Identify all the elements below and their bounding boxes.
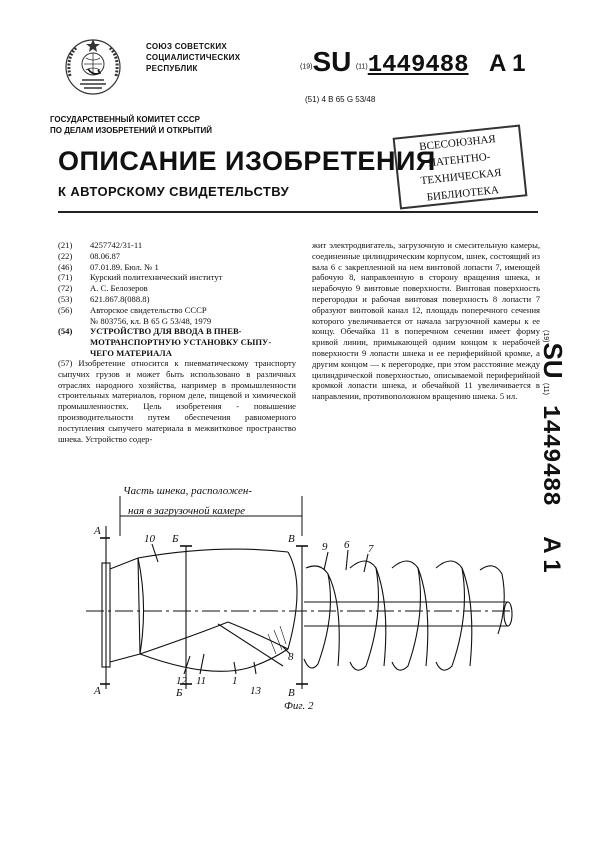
section-label-v-bottom: В xyxy=(288,687,295,699)
country-code: SU xyxy=(312,46,352,77)
figure-2-screw-drawing xyxy=(78,484,538,714)
org-line: СОЦИАЛИСТИЧЕСКИХ xyxy=(146,53,241,62)
biblio-row: (56) Авторское свидетельство СССР xyxy=(58,304,207,315)
ref-label-1: 1 xyxy=(232,675,238,687)
ref-label-7: 7 xyxy=(368,543,374,555)
stamp-line: ВСЕСОЮЗНАЯ xyxy=(418,133,497,154)
header-divider xyxy=(58,211,538,213)
invention-title-row: МОТРАНСПОРТНУЮ УСТАНОВКУ СЫПУ- xyxy=(90,337,272,348)
biblio-row: № 803756, кл. B 65 G 53/48, 1979 xyxy=(90,315,212,326)
code-19: (19) xyxy=(300,63,313,71)
abstract-text: Изобретение относится к пневматическому транспорту сыпучих грузов и может быть использовано в различных отраслях народного хозяйства, например в промышленности строительных материалов, горном деле, пищевой и химической промышленностях. Цель изобретения - повышение производительности путем обеспечения равномерного поступления сыпучего материала в межвитковое пространство шнека. Устройство содер- xyxy=(58,358,296,444)
abstract-code: (57) xyxy=(58,358,73,368)
brace-text-1: Часть шнека, расположен- xyxy=(123,485,253,497)
gov-line: ПО ДЕЛАМ ИЗОБРЕТЕНИЙ И ОТКРЫТИЙ xyxy=(50,126,213,135)
ref-label-13: 13 xyxy=(250,685,261,697)
ref-label-12: 12 xyxy=(176,675,187,687)
code-11: (11) xyxy=(355,63,368,71)
biblio-row: (46) 07.01.89. Бюл. № 1 xyxy=(58,261,159,272)
org-line: СОЮЗ СОВЕТСКИХ xyxy=(146,42,228,51)
section-label-b-top: Б xyxy=(172,533,179,545)
ref-label-9: 9 xyxy=(322,541,328,553)
abstract-continuation: жит электродвигатель, загрузочную и смесительную камеры, соединенные цилиндрическим корпусом, шнек, состоящий из вала 6 с закрепленной на нем винтовой лопасти 7, имеющей рабочую 8, направленную в сторону вращения шнека, и нерабочую 9 винтовые поверхности. Винтовая поверхность перегородки и рабочая винтовая поверхность 8 лопасти 7 образуют винтовой канал 12, площадь поперечного сечения которого увеличивается от начала загрузочной камеры к ее концу. Обечайка 11 в поперечном сечении имеет форму кривой линии, примыкающей одним концом к нерабочей поверхности 9 лопасти шнека и ее периферийной кромке, а другим концом — к перегородке, при этом расстояние между цилиндрической поверхностью, описываемой периферийной кромкой лопасти шнека, и обечайкой 11 увеличивается в направлении, противоположном вращению шнека. 5 ил. xyxy=(312,240,540,402)
ipc-code: B 65 G 53/48 xyxy=(328,95,376,104)
ipc-prefix: (51) 4 xyxy=(305,95,326,104)
document-subtitle: К АВТОРСКОМУ СВИДЕТЕЛЬСТВУ xyxy=(58,184,290,199)
ref-label-11: 11 xyxy=(196,675,207,687)
org-line: РЕСПУБЛИК xyxy=(146,64,198,73)
ref-label-8: 8 xyxy=(288,651,294,663)
stamp-line: БИБЛИОТЕКА xyxy=(426,184,500,204)
biblio-row: (21) 4257742/31-11 xyxy=(58,240,143,250)
biblio-row: (22) 08.06.87 xyxy=(58,250,121,261)
invention-title-row: ЧЕГО МАТЕРИАЛА xyxy=(90,347,172,358)
stamp-line: ПАТЕНТНО-ТЕХНИЧЕСКАЯ xyxy=(420,150,502,188)
biblio-row: (72) А. С. Белозеров xyxy=(58,283,148,294)
vertical-patent-kind: A 1 xyxy=(538,536,565,573)
biblio-row: (53) 621.867.8(088.8) xyxy=(58,293,150,304)
vertical-country-code: SU xyxy=(538,342,568,379)
issuing-country-block xyxy=(146,41,240,74)
document-title: ОПИСАНИЕ ИЗОБРЕТЕНИЯ xyxy=(58,146,436,176)
biblio-row: (71) Курский политехнический институт xyxy=(58,272,223,283)
figure-caption: Фиг. 2 xyxy=(284,700,314,712)
patent-number: 1449488 xyxy=(367,52,469,79)
section-label-b-bottom: Б xyxy=(176,687,183,699)
invention-title-row: (54) УСТРОЙСТВО ДЛЯ ВВОДА В ПНЕВ- xyxy=(58,326,242,337)
vertical-patent-number: (19)SU (11)1449488 A 1 xyxy=(536,330,568,573)
ipc-classification xyxy=(305,95,375,104)
brace-text-2: ная в загрузочной камере xyxy=(128,505,245,517)
gov-line: ГОСУДАРСТВЕННЫЙ КОМИТЕТ СССР xyxy=(50,115,200,124)
abstract-paragraph xyxy=(58,358,296,444)
patent-number-header xyxy=(300,46,526,79)
section-label-a-top: А xyxy=(94,525,101,537)
ref-label-6: 6 xyxy=(344,539,350,551)
ref-label-10: 10 xyxy=(144,533,155,545)
bibliographic-data xyxy=(58,240,298,359)
section-label-a-bottom: А xyxy=(94,685,101,697)
section-label-v-top: В xyxy=(288,533,295,545)
gov-committee xyxy=(50,114,212,136)
vertical-patent-number-text: 1449488 xyxy=(536,404,563,506)
patent-kind: A 1 xyxy=(489,50,526,77)
ussr-emblem-icon xyxy=(62,36,124,98)
